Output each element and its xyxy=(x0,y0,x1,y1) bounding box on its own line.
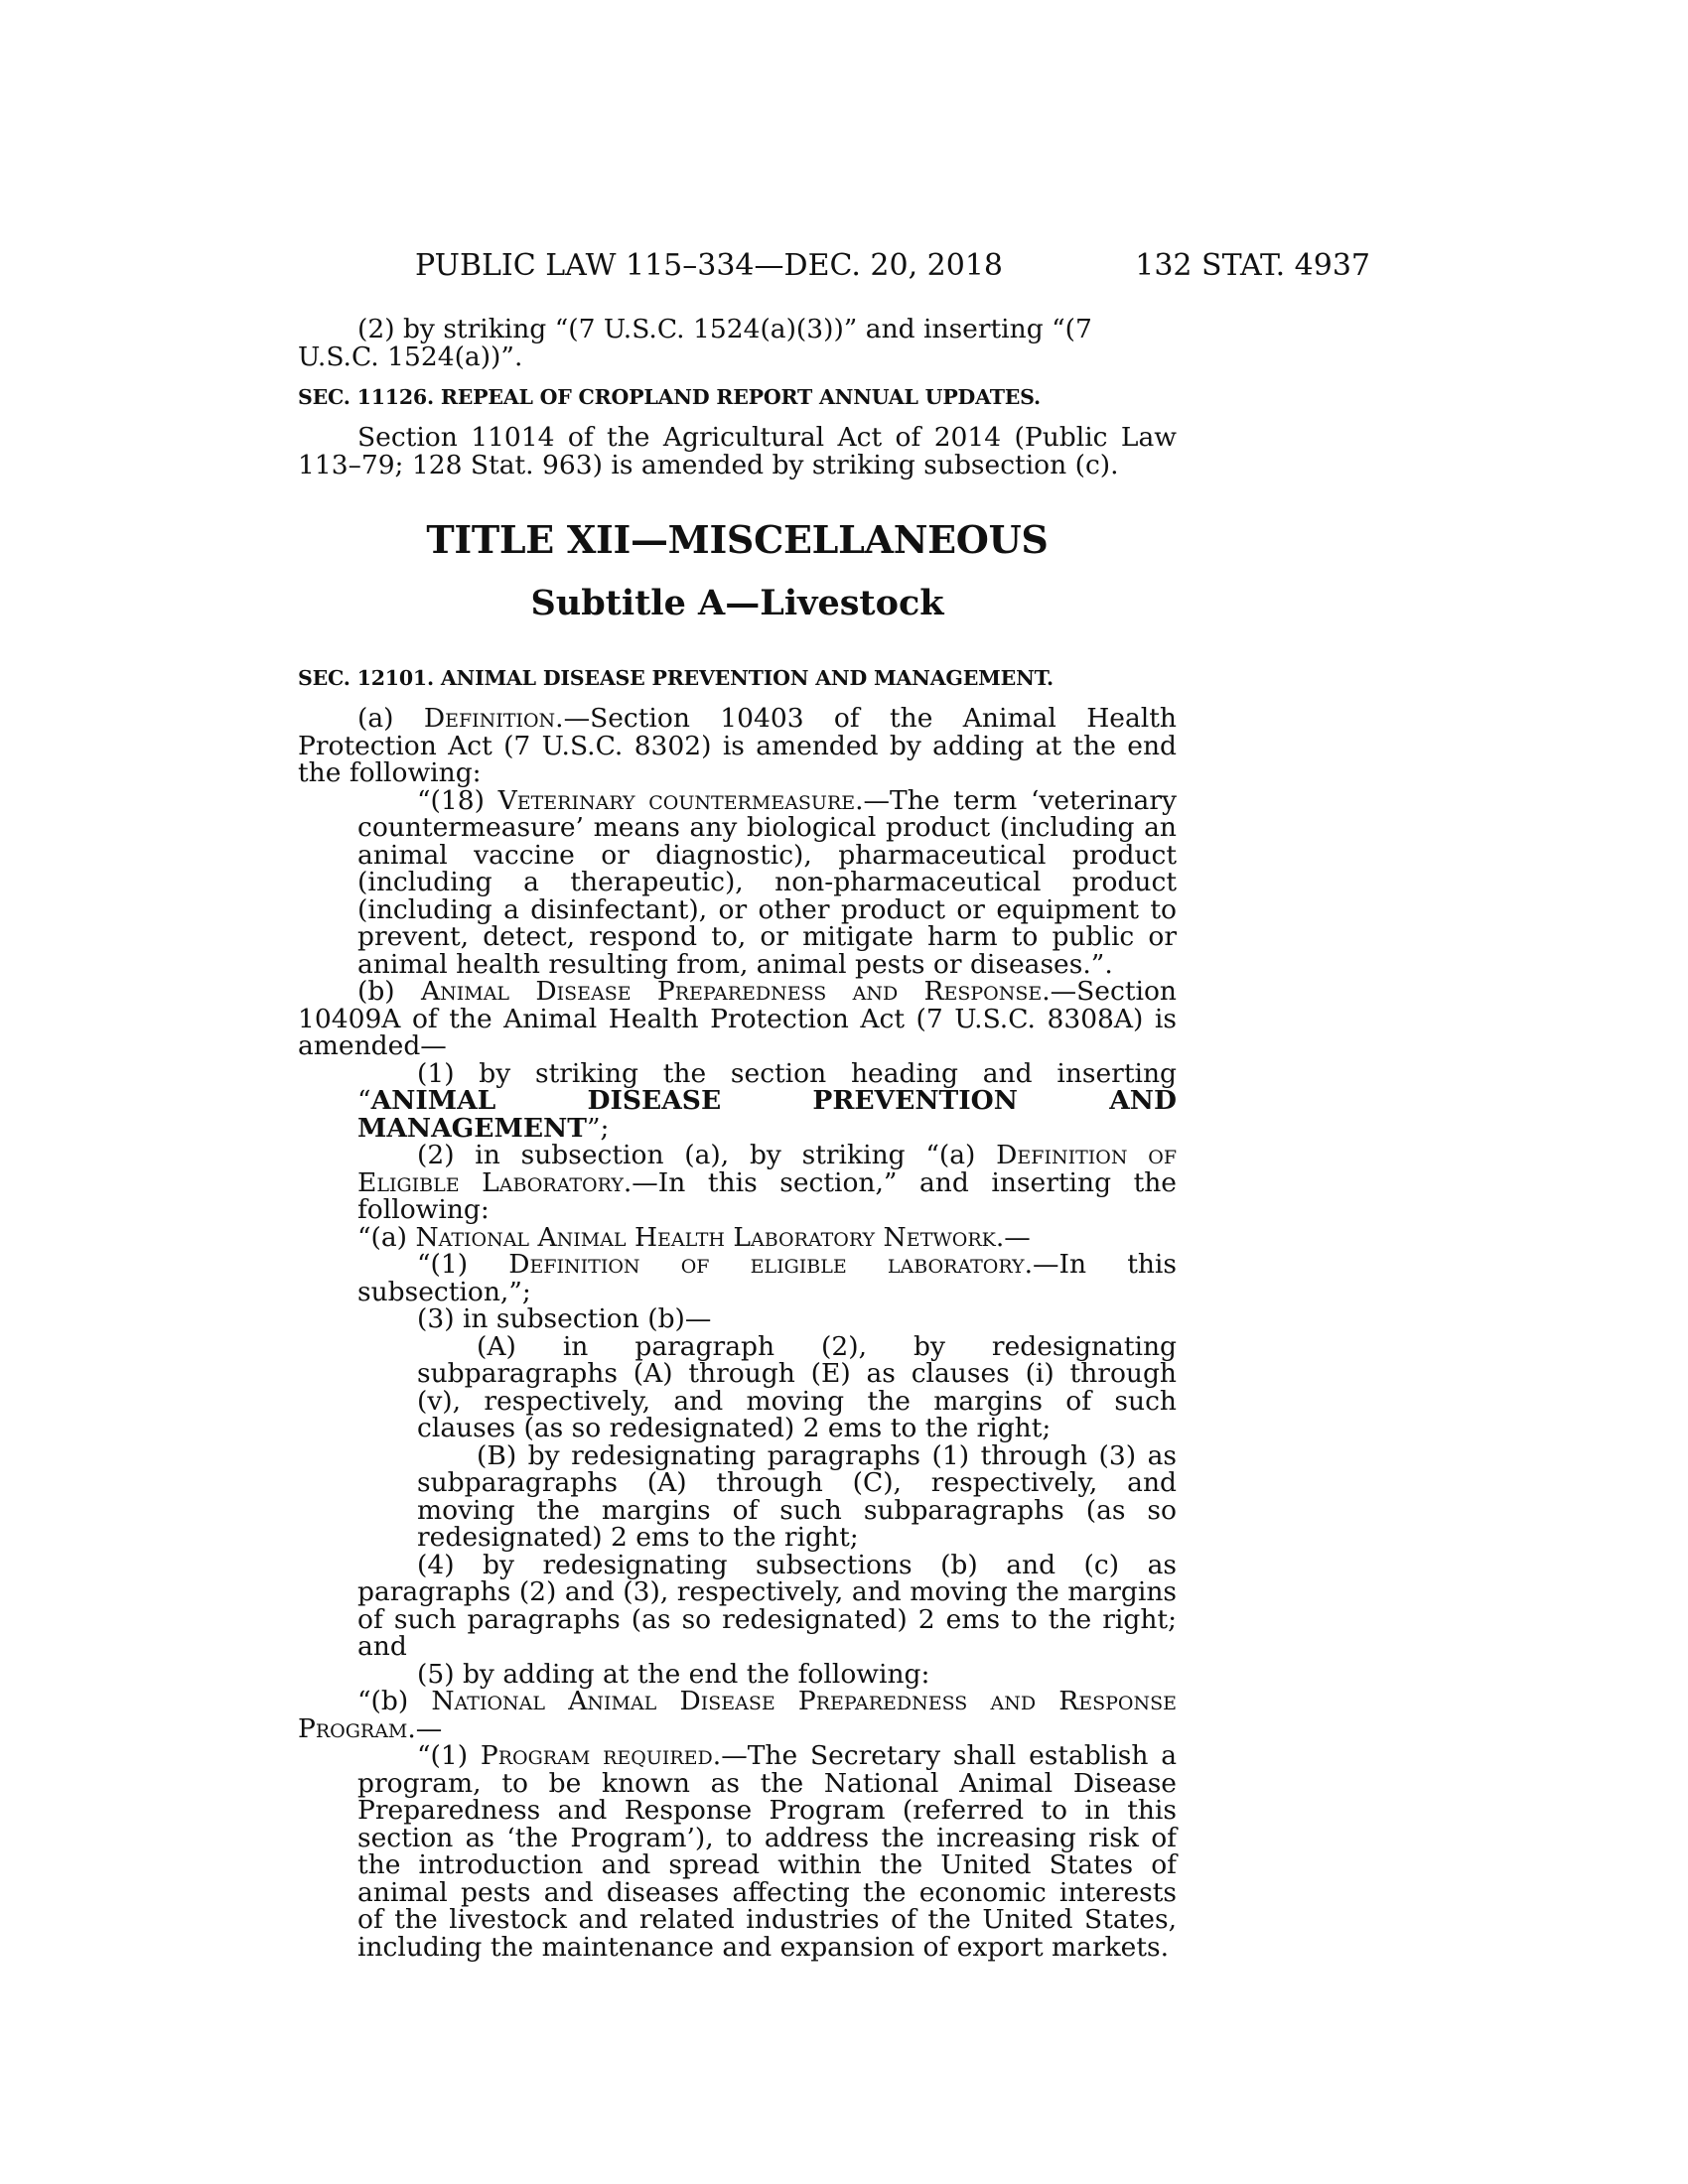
subsection-label: “(a) xyxy=(357,1221,416,1253)
paragraph-label: “(1) xyxy=(417,1740,481,1771)
paragraph-text: (1) by striking the section heading and inserting “ xyxy=(357,1057,1177,1116)
paragraph-b5: (5) by adding at the end the following: xyxy=(417,1658,930,1690)
paragraph-text: .—The term ‘veterinary countermeasure’ means any biological product (including an animal vaccine or diagnostic), pharmaceutical product (including a therapeutic), non-pharmaceutical product (including a disinfectant), or other product or equipment to prevent, detect, respond to, or mitigate harm to public or animal health resulting from, animal pests or diseases.”. xyxy=(357,784,1177,980)
section-heading-11126: SEC. 11126. REPEAL OF CROPLAND REPORT ANNUAL UPDATES. xyxy=(298,385,1041,409)
subsection-text: .— xyxy=(995,1221,1031,1253)
subparagraph-b3A: (A) in paragraph (2), by redesignating subparagraphs (A) through (E) as clauses (i) through (v), respectively, and moving the margins of such clauses (as so redesignated) 2 ems to the right; xyxy=(417,1330,1177,1443)
struck-heading: Definition of Eligible Laboratory xyxy=(357,1140,1177,1198)
subsection-heading: Definition xyxy=(423,703,556,734)
section-heading-12101: SEC. 12101. ANIMAL DISEASE PREVENTION AND MANAGEMENT. xyxy=(298,666,1054,690)
paragraph-text: U.S.C. 1524(a))”. xyxy=(298,341,523,372)
running-head: PUBLIC LAW 115–334—DEC. 20, 2018 xyxy=(415,248,1004,283)
statute-reference: 132 STAT. 4937 xyxy=(1135,248,1370,283)
paragraph-text: .—The Secretary shall establish a program, to be known as the National Animal Disease Preparedness and Response Program (referred to in this section as ‘the Program’), to address the increasing risk of the introduction and spread within the United States of animal pests and diseases affecting the economic interests of the livestock and related industries of the United States, including the maintenance and expansion of export markets. xyxy=(357,1740,1178,1963)
section-11126-text: Section 11014 of the Agricultural Act of 2014 (Public Law 113–79; 128 Stat. 963) is amended by striking subsection (c). xyxy=(298,422,1177,480)
paragraph-b2 xyxy=(357,1142,1177,1224)
quoted-subsection-a xyxy=(298,1221,1177,1253)
paragraph-text: (2) by striking “(7 U.S.C. 1524(a)(3))” and inserting “(7 xyxy=(357,314,1092,344)
paragraph-text: (2) in subsection (a), by striking “(a) xyxy=(417,1140,997,1170)
subsection-a xyxy=(298,705,1177,787)
title-heading: TITLE XII—MISCELLANEOUS xyxy=(426,517,1049,562)
subsection-heading: National Animal Disease Preparedness and Response Program xyxy=(298,1686,1177,1744)
inserted-heading: ANIMAL DISEASE PREVENTION AND MANAGEMENT xyxy=(357,1085,1177,1144)
subsection-text: .— xyxy=(407,1712,443,1744)
subsection-label: (b) xyxy=(357,976,421,1007)
paragraph-heading: Definition of eligible laboratory xyxy=(508,1249,1025,1280)
paragraph-label: “(18) xyxy=(417,784,498,816)
subsection-label: (a) xyxy=(357,703,424,734)
subparagraph-b3B: (B) by redesignating paragraphs (1) through (3) as subparagraphs (A) through (C), respectively, and moving the margins of such subparagraphs (as so redesignated) 2 ems to the right; xyxy=(417,1439,1177,1553)
subsection-text: .—Section 10403 of the Animal Health Protection Act (7 U.S.C. 8302) is amended by adding at the end the following: xyxy=(298,703,1177,788)
paragraph-b3: (3) in subsection (b)— xyxy=(417,1303,712,1334)
page-header xyxy=(298,248,1370,292)
paragraph-text: ”; xyxy=(586,1112,610,1144)
quoted-subsection-b xyxy=(298,1688,1177,1742)
subsection-heading: National Animal Health Laboratory Network xyxy=(415,1221,996,1253)
paragraph-text: .—In this subsection,”; xyxy=(357,1249,1177,1307)
paragraph-b4: (4) by redesignating subsections (b) and (c) as paragraphs (2) and (3), respectively, and moving the margins of such paragraphs (as so redesignated) 2 ems to the right; and xyxy=(357,1549,1177,1662)
subsection-text: .—Section 10409A of the Animal Health Protection Act (7 U.S.C. 8308A) is amended— xyxy=(298,976,1177,1061)
paragraph-heading: Program required xyxy=(480,1740,713,1771)
quoted-paragraph-18 xyxy=(357,784,1177,980)
quoted-paragraph-b1 xyxy=(357,1742,1177,1961)
subsection-heading: Animal Disease Preparedness and Response xyxy=(420,976,1043,1007)
subsection-label: “(b) xyxy=(357,1686,432,1716)
paragraph-label: “(1) xyxy=(417,1249,509,1280)
subsection-b xyxy=(298,978,1177,1060)
document-body xyxy=(298,316,1177,1961)
paragraph-heading: Veterinary countermeasure xyxy=(497,784,856,816)
paragraph-item-2 xyxy=(298,316,1177,370)
quoted-paragraph-a1 xyxy=(357,1251,1177,1305)
subtitle-heading: Subtitle A—Livestock xyxy=(530,583,944,623)
paragraph-text: .—In this section,” and inserting the following: xyxy=(357,1166,1177,1225)
paragraph-b1 xyxy=(357,1057,1177,1144)
